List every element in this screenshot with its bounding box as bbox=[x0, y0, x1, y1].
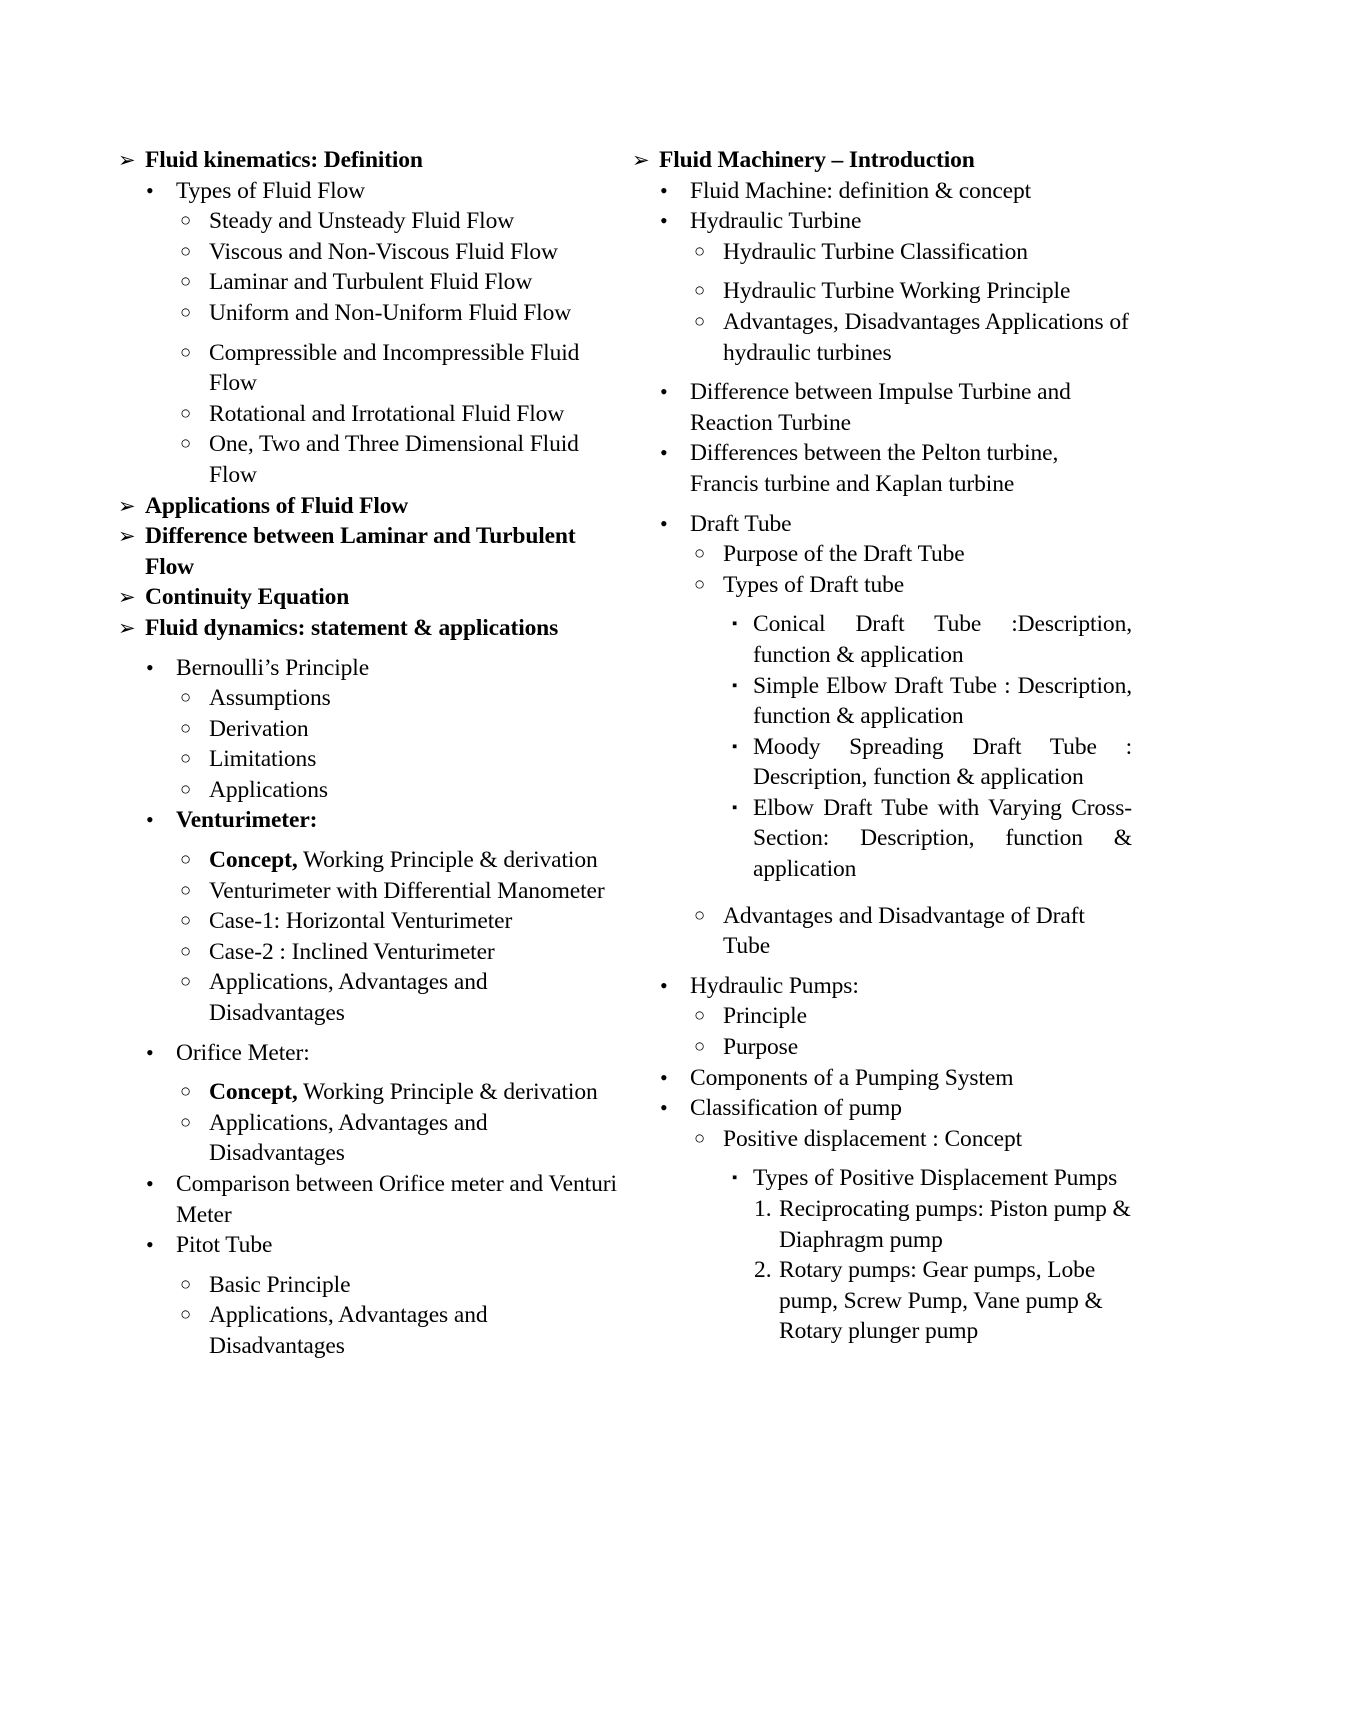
left-column bbox=[118, 145, 618, 1362]
outline-item-label-emphasis: Concept, bbox=[209, 1079, 298, 1106]
disc-bullet-icon: • bbox=[146, 654, 154, 680]
outline-item-label: Elbow Draft Tube with Varying Cross-Section: Description, function & application bbox=[753, 794, 1132, 883]
square-bullet-icon: ▪ bbox=[732, 738, 738, 755]
outline-item bbox=[180, 1108, 618, 1169]
circle-bullet-icon: ○ bbox=[180, 272, 192, 293]
circle-bullet-icon: ○ bbox=[694, 905, 706, 926]
outline-item-label: Classification of pump bbox=[690, 1095, 902, 1122]
outline-item-label: Difference between Impulse Turbine and Reaction Turbine bbox=[690, 379, 1071, 436]
outline-item-label: Laminar and Turbulent Fluid Flow bbox=[209, 269, 533, 296]
outline-item bbox=[694, 276, 1132, 307]
outline-item bbox=[660, 509, 1132, 540]
right-column bbox=[632, 145, 1132, 1347]
outline-item bbox=[180, 906, 618, 937]
outline-item bbox=[732, 732, 1132, 793]
outline-item bbox=[660, 377, 1132, 438]
outline-item bbox=[660, 176, 1132, 207]
circle-bullet-icon: ○ bbox=[180, 342, 192, 363]
outline-item-label: Difference between Laminar and Turbulent Flow bbox=[145, 523, 576, 580]
outline-item bbox=[146, 805, 618, 836]
outline-item bbox=[660, 206, 1132, 237]
outline-item bbox=[146, 1038, 618, 1069]
outline-item-label: Hydraulic Turbine bbox=[690, 208, 862, 235]
disc-bullet-icon: • bbox=[660, 440, 668, 466]
outline-item-label: Types of Draft tube bbox=[723, 571, 905, 598]
outline-item-label: Simple Elbow Draft Tube : Description, function & application bbox=[753, 672, 1132, 730]
outline-item bbox=[180, 298, 618, 329]
outline-item-label: Principle bbox=[723, 1003, 807, 1030]
arrow-bullet-icon: ➢ bbox=[118, 524, 136, 549]
outline-item bbox=[694, 539, 1132, 570]
outline-item bbox=[180, 429, 618, 490]
disc-bullet-icon: • bbox=[660, 379, 668, 405]
circle-bullet-icon: ○ bbox=[180, 1082, 192, 1103]
arrow-bullet-icon: ➢ bbox=[632, 148, 650, 172]
circle-bullet-icon: ○ bbox=[694, 311, 706, 332]
outline-item-label: Hydraulic Turbine Working Principle bbox=[723, 278, 1071, 305]
outline-item-label: Continuity Equation bbox=[145, 584, 350, 611]
disc-bullet-icon: • bbox=[146, 1232, 154, 1258]
outline-item-label: Venturimeter: bbox=[176, 807, 318, 834]
outline-item bbox=[732, 793, 1132, 885]
outline-item bbox=[180, 237, 618, 268]
circle-bullet-icon: ○ bbox=[180, 880, 192, 901]
circle-bullet-icon: ○ bbox=[180, 911, 192, 932]
outline-item bbox=[632, 145, 1132, 176]
square-bullet-icon: ▪ bbox=[732, 616, 738, 633]
outline-item bbox=[180, 399, 618, 430]
outline-item bbox=[146, 653, 618, 684]
circle-bullet-icon: ○ bbox=[180, 749, 192, 770]
arrow-bullet-icon: ➢ bbox=[118, 493, 136, 518]
outline-item-label: Purpose bbox=[723, 1034, 799, 1061]
circle-bullet-icon: ○ bbox=[180, 779, 192, 800]
outline-item bbox=[118, 521, 618, 582]
disc-bullet-icon: • bbox=[146, 1039, 154, 1065]
outline-item-label: Steady and Unsteady Fluid Flow bbox=[209, 208, 515, 235]
outline-item bbox=[180, 876, 618, 907]
outline-item-label: Moody Spreading Draft Tube : Description, function & application bbox=[753, 733, 1132, 791]
outline-item-label: Fluid Machine: definition & concept bbox=[690, 177, 1032, 204]
circle-bullet-icon: ○ bbox=[180, 1112, 192, 1133]
outline-item-label: Compressible and Incompressible Fluid Flow bbox=[209, 339, 580, 397]
circle-bullet-icon: ○ bbox=[180, 302, 192, 323]
outline-item bbox=[180, 267, 618, 298]
circle-bullet-icon: ○ bbox=[180, 1274, 192, 1295]
two-column-layout bbox=[118, 145, 1232, 1362]
outline-item-label: Venturimeter with Differential Manometer bbox=[209, 877, 605, 904]
outline-item-label bbox=[209, 1077, 618, 1108]
outline-item-label-emphasis: Concept, bbox=[209, 847, 298, 874]
outline-item-label: Components of a Pumping System bbox=[690, 1064, 1014, 1091]
outline-item-label: Basic Principle bbox=[209, 1271, 351, 1298]
outline-item bbox=[180, 683, 618, 714]
arrow-bullet-icon: ➢ bbox=[118, 148, 136, 172]
outline-item bbox=[694, 1001, 1132, 1032]
outline-item-label: Rotary pumps: Gear pumps, Lobe pump, Screw Pump, Vane pump & Rotary plunger pump bbox=[779, 1257, 1103, 1345]
outline-item bbox=[660, 1063, 1132, 1094]
outline-item bbox=[118, 145, 618, 176]
outline-item-label: Rotational and Irrotational Fluid Flow bbox=[209, 400, 565, 427]
outline-item-label: Applications bbox=[209, 776, 328, 803]
disc-bullet-icon: • bbox=[146, 807, 154, 833]
outline-item-label: Case-2 : Inclined Venturimeter bbox=[209, 938, 495, 965]
outline-item-label: Case-1: Horizontal Venturimeter bbox=[209, 908, 513, 935]
outline-item bbox=[118, 582, 618, 613]
outline-item-label: Orifice Meter: bbox=[176, 1039, 310, 1066]
outline-item bbox=[118, 613, 618, 644]
circle-bullet-icon: ○ bbox=[180, 688, 192, 709]
circle-bullet-icon: ○ bbox=[180, 972, 192, 993]
outline-item-label: Purpose of the Draft Tube bbox=[723, 541, 965, 568]
outline-item-label: Reciprocating pumps: Piston pump & Diaphragm pump bbox=[779, 1196, 1131, 1253]
outline-item-label: Applications, Advantages and Disadvantages bbox=[209, 1302, 488, 1359]
outline-item bbox=[118, 491, 618, 522]
circle-bullet-icon: ○ bbox=[180, 211, 192, 232]
outline-item bbox=[146, 176, 618, 207]
outline-item-label: Hydraulic Pumps: bbox=[690, 972, 859, 999]
circle-bullet-icon: ○ bbox=[180, 241, 192, 262]
outline-item-label: Types of Fluid Flow bbox=[176, 177, 366, 204]
circle-bullet-icon: ○ bbox=[694, 1006, 706, 1027]
square-bullet-icon: ▪ bbox=[732, 1170, 738, 1187]
outline-item-label: Differences between the Pelton turbine, Francis turbine and Kaplan turbine bbox=[690, 440, 1059, 497]
disc-bullet-icon: • bbox=[660, 972, 668, 998]
outline-item bbox=[180, 1270, 618, 1301]
disc-bullet-icon: • bbox=[146, 177, 154, 203]
circle-bullet-icon: ○ bbox=[694, 1037, 706, 1058]
disc-bullet-icon: • bbox=[660, 1095, 668, 1121]
outline-item bbox=[694, 570, 1132, 601]
circle-bullet-icon: ○ bbox=[694, 281, 706, 302]
circle-bullet-icon: ○ bbox=[180, 941, 192, 962]
outline-item bbox=[180, 744, 618, 775]
square-bullet-icon: ▪ bbox=[732, 677, 738, 694]
outline-item-label: Fluid dynamics: statement & applications bbox=[145, 614, 559, 641]
outline-item-label-rest: Working Principle & derivation bbox=[297, 847, 598, 874]
circle-bullet-icon: ○ bbox=[180, 1305, 192, 1326]
outline-item-label: Fluid Machinery – Introduction bbox=[659, 147, 975, 173]
circle-bullet-icon: ○ bbox=[180, 403, 192, 424]
outline-item bbox=[732, 609, 1132, 670]
list-number: 2. bbox=[754, 1257, 772, 1284]
outline-item-label: Conical Draft Tube :Description, function & application bbox=[753, 611, 1132, 668]
outline-item-label: Limitations bbox=[209, 746, 317, 773]
outline-item bbox=[180, 206, 618, 237]
list-number: 1. bbox=[754, 1196, 772, 1222]
disc-bullet-icon: • bbox=[660, 510, 668, 536]
disc-bullet-icon: • bbox=[660, 177, 668, 203]
circle-bullet-icon: ○ bbox=[180, 434, 192, 455]
square-bullet-icon: ▪ bbox=[732, 799, 738, 816]
circle-bullet-icon: ○ bbox=[694, 241, 706, 262]
outline-item bbox=[732, 1163, 1132, 1194]
outline-item-label: Derivation bbox=[209, 715, 309, 742]
outline-item bbox=[694, 237, 1132, 268]
outline-item bbox=[660, 971, 1132, 1002]
arrow-bullet-icon: ➢ bbox=[118, 585, 136, 610]
outline-item bbox=[180, 845, 618, 876]
outline-item-label: Comparison between Orifice meter and Venturi Meter bbox=[176, 1171, 617, 1228]
outline-item-label: Hydraulic Turbine Classification bbox=[723, 238, 1028, 265]
arrow-bullet-icon: ➢ bbox=[118, 615, 136, 640]
disc-bullet-icon: • bbox=[660, 208, 668, 234]
outline-item-label: Uniform and Non-Uniform Fluid Flow bbox=[209, 299, 572, 326]
outline-item-label: Draft Tube bbox=[690, 510, 792, 537]
circle-bullet-icon: ○ bbox=[180, 718, 192, 739]
outline-item bbox=[694, 1032, 1132, 1063]
circle-bullet-icon: ○ bbox=[694, 544, 706, 565]
outline-item-label: Applications, Advantages and Disadvantages bbox=[209, 969, 488, 1027]
outline-item bbox=[146, 1169, 618, 1230]
outline-item bbox=[694, 901, 1132, 962]
outline-item bbox=[180, 1077, 618, 1108]
outline-item-label bbox=[209, 845, 618, 876]
outline-item bbox=[754, 1194, 1132, 1255]
outline-item-label: Pitot Tube bbox=[176, 1232, 273, 1259]
outline-item bbox=[180, 775, 618, 806]
outline-item-label: Bernoulli’s Principle bbox=[176, 654, 370, 681]
outline-item-label: Assumptions bbox=[209, 685, 331, 712]
outline-item-label: One, Two and Three Dimensional Fluid Flow bbox=[209, 431, 579, 488]
outline-item bbox=[180, 1300, 618, 1361]
outline-item bbox=[146, 1230, 618, 1261]
outline-item-label: Advantages, Disadvantages Applications of hydraulic turbines bbox=[723, 308, 1129, 366]
outline-item bbox=[694, 307, 1132, 368]
outline-item-label: Advantages and Disadvantage of Draft Tube bbox=[723, 902, 1085, 960]
outline-item-label: Positive displacement : Concept bbox=[723, 1125, 1023, 1152]
disc-bullet-icon: • bbox=[660, 1064, 668, 1090]
outline-item bbox=[180, 967, 618, 1028]
circle-bullet-icon: ○ bbox=[694, 1128, 706, 1149]
outline-item bbox=[694, 1124, 1132, 1155]
outline-item bbox=[180, 714, 618, 745]
circle-bullet-icon: ○ bbox=[180, 850, 192, 871]
outline-item bbox=[180, 338, 618, 399]
circle-bullet-icon: ○ bbox=[694, 574, 706, 595]
outline-item-label-rest: Working Principle & derivation bbox=[297, 1079, 598, 1106]
outline-item-label: Types of Positive Displacement Pumps bbox=[753, 1165, 1118, 1192]
outline-item bbox=[754, 1255, 1132, 1347]
outline-item bbox=[660, 438, 1132, 499]
outline-item-label: Fluid kinematics: Definition bbox=[145, 147, 423, 173]
outline-item-label: Viscous and Non-Viscous Fluid Flow bbox=[209, 238, 558, 265]
outline-item bbox=[180, 937, 618, 968]
disc-bullet-icon: • bbox=[146, 1171, 154, 1196]
outline-item-label: Applications of Fluid Flow bbox=[145, 492, 409, 519]
outline-item bbox=[732, 671, 1132, 732]
outline-item bbox=[660, 1093, 1132, 1124]
outline-item-label: Applications, Advantages and Disadvantages bbox=[209, 1109, 488, 1167]
